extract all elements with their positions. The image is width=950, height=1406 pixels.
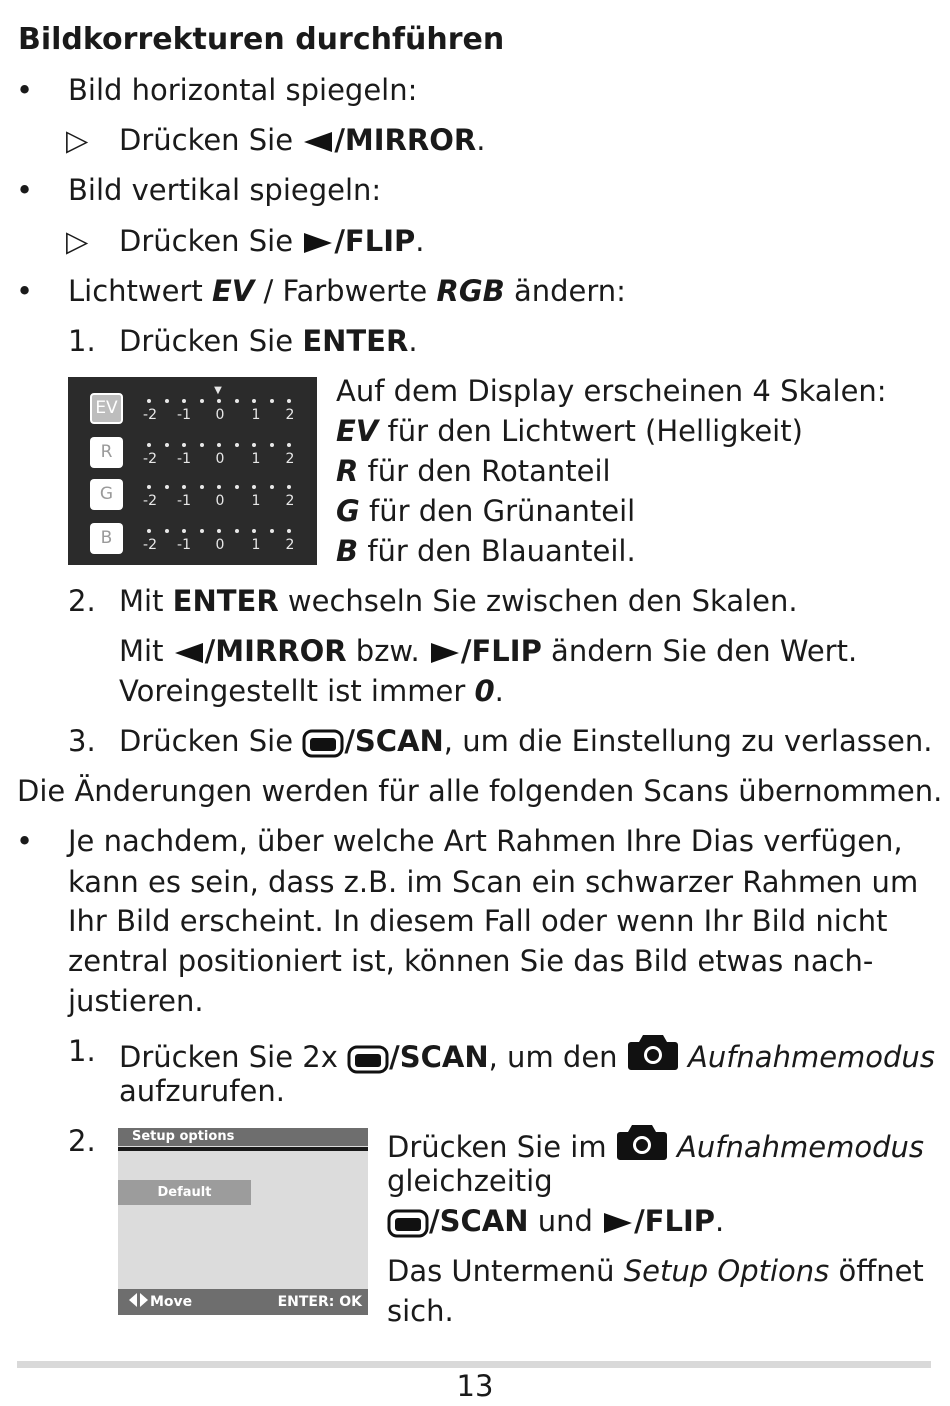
scale-key: G <box>336 494 360 528</box>
enter-instruction <box>119 321 418 361</box>
left-arrow-icon <box>173 640 205 666</box>
step-number: 2. <box>68 1124 96 1158</box>
right-arrow-icon <box>302 230 334 256</box>
step-number: 1. <box>68 324 96 358</box>
scale-g-desc <box>336 491 635 531</box>
arrow-mark: ▷ <box>66 123 89 157</box>
flip-key: /FLIP <box>334 224 416 258</box>
step-number: 1. <box>68 1034 96 1068</box>
scale-desc: für den Blauanteil. <box>358 534 636 568</box>
scale-dot <box>147 485 151 489</box>
scale-tick-label: -1 <box>177 537 191 553</box>
scale-tick-label: -1 <box>177 493 191 509</box>
scale-dot <box>217 399 221 403</box>
rgb-term: RGB <box>436 274 505 308</box>
scale-tick-label: 1 <box>251 407 261 423</box>
changes-note: Die Änderungen werden für alle folgenden Scans übernommen. <box>17 774 943 808</box>
scale-b-desc <box>336 531 636 571</box>
scale-desc: für den Rotanteil <box>358 454 611 488</box>
right-arrow-icon <box>602 1210 634 1236</box>
capture-mode-line2: aufzurufen. <box>119 1074 285 1108</box>
scale-dot <box>147 443 151 447</box>
scale-dot <box>287 399 291 403</box>
scale-tick-label: -1 <box>177 451 191 467</box>
scale-tick-label: 0 <box>215 407 225 423</box>
period: . <box>494 674 504 708</box>
bullet-mark: • <box>16 73 34 107</box>
page-title: Bildkorrekturen durchführen <box>18 22 505 57</box>
scale-dot <box>235 443 239 447</box>
press-text: Drücken Sie <box>119 324 303 358</box>
scale-dot <box>287 443 291 447</box>
text: Drücken Sie 2x <box>119 1040 348 1074</box>
scale-tick-label: 0 <box>215 451 225 467</box>
bullet-mark: • <box>16 824 34 858</box>
scale-desc: für den Lichtwert (Helligkeit) <box>378 414 803 448</box>
scale-dot <box>147 399 151 403</box>
left-arrow-icon <box>302 129 334 155</box>
period: . <box>715 1204 725 1238</box>
period: . <box>408 324 418 358</box>
ev-rgb-scale-screen <box>68 377 317 565</box>
selected-value-marker: ▼ <box>214 385 222 396</box>
scan-exit-text <box>119 721 932 761</box>
arrow-mark: ▷ <box>66 224 89 258</box>
left-right-arrows-icon <box>128 1292 150 1308</box>
scale-tick-label: -2 <box>143 451 157 467</box>
screen-footer <box>118 1289 368 1315</box>
move-label: Move <box>150 1294 193 1310</box>
camera-icon <box>616 1121 668 1161</box>
ok-hint: ENTER: OK <box>277 1294 362 1310</box>
scale-dot <box>235 529 239 533</box>
period: . <box>415 224 425 258</box>
scale-tick-label: 2 <box>285 493 295 509</box>
scale-dot <box>287 485 291 489</box>
scale-tick-label: 1 <box>251 493 261 509</box>
default-option: Default <box>118 1180 251 1205</box>
ev-term: EV <box>211 274 255 308</box>
enter-switch-text <box>119 581 798 621</box>
flip-instruction <box>119 221 424 261</box>
flip-key: /FLIP <box>634 1204 716 1238</box>
scale-dot <box>270 443 274 447</box>
scale-dot <box>252 399 256 403</box>
scale-label-g: G <box>90 479 123 510</box>
scale-dot <box>200 485 204 489</box>
text: Das Untermenü <box>387 1254 624 1288</box>
scale-label-r: R <box>90 437 123 468</box>
scan-button-icon <box>347 1044 389 1074</box>
scale-dot <box>165 529 169 533</box>
camera-icon <box>627 1031 679 1071</box>
text: öffnet <box>829 1254 924 1288</box>
setup-instruction-line2: gleichzeitig <box>387 1164 553 1198</box>
default-value-text <box>119 671 504 711</box>
enter-key: ENTER <box>302 324 409 358</box>
scale-dot <box>270 529 274 533</box>
scale-tick-label: 2 <box>285 407 295 423</box>
scale-dot <box>287 529 291 533</box>
step-number: 2. <box>68 584 96 618</box>
text: ändern: <box>504 274 626 308</box>
scan-button-icon <box>387 1208 429 1238</box>
scale-dot <box>147 529 151 533</box>
text: ändern Sie den Wert. <box>541 634 858 668</box>
frame-adjust-line: Je nachdem, über welche Art Rahmen Ihre Dias verfügen, <box>68 824 903 858</box>
scale-tick-label: 1 <box>251 451 261 467</box>
scale-dot <box>182 443 186 447</box>
text: und <box>528 1204 603 1238</box>
press-text: Drücken Sie <box>119 724 303 758</box>
bullet-ev-rgb-text <box>68 271 626 311</box>
mode-term: Aufnahmemodus <box>687 1040 935 1074</box>
bullet-mark: • <box>16 274 34 308</box>
scale-tick-label: -1 <box>177 407 191 423</box>
scales-intro: Auf dem Display erscheinen 4 Skalen: <box>336 374 887 408</box>
scale-dot <box>252 443 256 447</box>
scale-dot <box>182 529 186 533</box>
menu-term: Setup Options <box>623 1254 830 1288</box>
right-arrow-icon <box>429 640 461 666</box>
text: Voreingestellt ist immer <box>119 674 475 708</box>
scale-r-desc <box>336 451 611 491</box>
mirror-key: /MIRROR <box>204 634 347 668</box>
scale-dot <box>200 529 204 533</box>
scale-dot <box>165 399 169 403</box>
scale-tick-label: 0 <box>215 537 225 553</box>
scale-label-b: B <box>90 523 123 554</box>
scale-dot <box>165 485 169 489</box>
scale-tick-label: -2 <box>143 493 157 509</box>
scale-dot <box>270 485 274 489</box>
mirror-key: /MIRROR <box>334 123 477 157</box>
scale-key: R <box>336 454 359 488</box>
scale-tick-label: -2 <box>143 537 157 553</box>
text: bzw. <box>346 634 429 668</box>
page-number: 13 <box>456 1369 494 1403</box>
text: Drücken Sie im <box>387 1130 616 1164</box>
setup-instruction-line3 <box>387 1201 724 1241</box>
scale-dot <box>252 485 256 489</box>
scale-dot <box>165 443 169 447</box>
scan-key: /SCAN <box>344 724 444 758</box>
scale-dot <box>200 399 204 403</box>
text: , um den <box>488 1040 627 1074</box>
text: , um die Einstellung zu verlassen. <box>443 724 933 758</box>
scan-button-icon <box>302 728 344 758</box>
scale-tick-label: 1 <box>251 537 261 553</box>
press-text: Drücken Sie <box>119 123 303 157</box>
period: . <box>476 123 486 157</box>
bullet-flip-text: Bild vertikal spiegeln: <box>68 173 382 207</box>
move-hint <box>128 1289 192 1315</box>
step-number: 3. <box>68 724 96 758</box>
text: / Farbwerte <box>254 274 437 308</box>
mode-term: Aufnahmemodus <box>677 1130 924 1164</box>
scale-dot <box>182 399 186 403</box>
scale-label-ev: EV <box>90 393 123 424</box>
bullet-mirror-text: Bild horizontal spiegeln: <box>68 73 418 107</box>
screen-title: Setup options <box>132 1129 235 1144</box>
setup-instruction-line5: sich. <box>387 1294 454 1328</box>
scale-dot <box>270 399 274 403</box>
setup-instruction-line4 <box>387 1251 924 1291</box>
text: Mit <box>119 584 173 618</box>
scale-tick-label: -2 <box>143 407 157 423</box>
frame-adjust-line: justieren. <box>68 984 204 1018</box>
scale-dot <box>217 443 221 447</box>
header-divider <box>118 1147 368 1151</box>
scale-dot <box>200 443 204 447</box>
screen-header <box>118 1128 368 1146</box>
scale-desc: für den Grünanteil <box>359 494 636 528</box>
mirror-instruction <box>119 120 485 160</box>
frame-adjust-line: kann es sein, dass z.B. im Scan ein schwarzer Rahmen um <box>68 865 919 899</box>
press-text: Drücken Sie <box>119 224 303 258</box>
scale-dot <box>252 529 256 533</box>
flip-key: /FLIP <box>460 634 542 668</box>
bullet-mark: • <box>16 173 34 207</box>
text: Lichtwert <box>68 274 212 308</box>
text: wechseln Sie zwischen den Skalen. <box>278 584 798 618</box>
scan-key: /SCAN <box>389 1040 489 1074</box>
setup-options-screen <box>118 1128 368 1315</box>
scale-tick-label: 2 <box>285 451 295 467</box>
change-value-text <box>119 631 857 671</box>
scale-tick-label: 2 <box>285 537 295 553</box>
frame-adjust-line: zentral positioniert ist, können Sie das Bild etwas nach- <box>68 944 874 978</box>
scale-key: B <box>336 534 359 568</box>
enter-key: ENTER <box>172 584 279 618</box>
text: Mit <box>119 634 173 668</box>
frame-adjust-line: Ihr Bild erscheint. In diesem Fall oder wenn Ihr Bild nicht <box>68 904 888 938</box>
scale-dot <box>182 485 186 489</box>
scale-key: EV <box>336 414 379 448</box>
scan-key: /SCAN <box>429 1204 529 1238</box>
scale-tick-label: 0 <box>215 493 225 509</box>
scale-dot <box>217 529 221 533</box>
scale-dot <box>235 399 239 403</box>
scale-dot <box>235 485 239 489</box>
scale-dot <box>217 485 221 489</box>
default-value: 0 <box>474 674 495 708</box>
scale-ev-desc <box>336 411 803 451</box>
